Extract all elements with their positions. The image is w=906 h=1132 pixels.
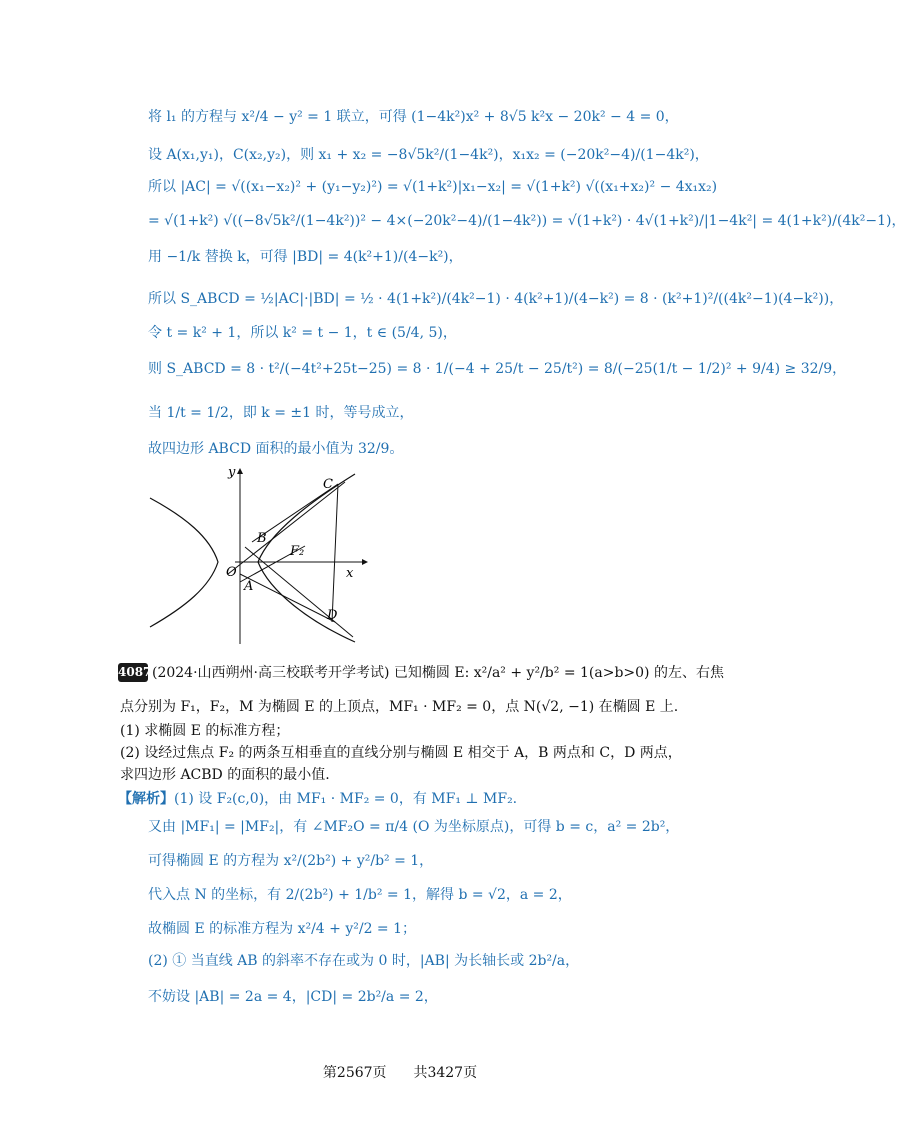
problem-line: (2) 设经过焦点 F₂ 的两条互相垂直的直线分别与椭圆 E 相交于 A，B 两点和 C，D 两点，	[120, 745, 682, 761]
solution-line: = √(1+k²) √((−8√5k²/(1−4k²))² − 4×(−20k²−4)/(1−4k²)) = √(1+k²) · 4√(1+k²)/|1−4k²| = 4(1+k²)/(4k²−1)，	[148, 213, 906, 229]
y-axis-label: y	[228, 465, 236, 480]
problem-line: 求四边形 ACBD 的面积的最小值.	[120, 767, 330, 783]
solution-line: 故四边形 ABCD 面积的最小值为 32/9。	[148, 441, 404, 457]
total-pages: 共3427页	[413, 1065, 478, 1081]
point-f2-label: F₂	[290, 544, 305, 559]
analysis-line: 故椭圆 E 的标准方程为 x²/4 + y²/2 = 1；	[148, 921, 417, 937]
solution-line: 所以 S_ABCD = ½|AC|·|BD| = ½ · 4(1+k²)/(4k²−1) · 4(k²+1)/(4−k²) = 8 · (k²+1)²/((4k²−1)(4−k²))，	[148, 291, 844, 307]
analysis-text: (1) 设 F₂(c,0)，由 MF₁ · MF₂ = 0，有 MF₁ ⊥ MF₂.	[174, 791, 518, 807]
problem-line: 点分别为 F₁，F₂，M 为椭圆 E 的上顶点，MF₁ · MF₂ = 0，点 N(√2, −1) 在椭圆 E 上.	[120, 699, 679, 715]
solution-line: 所以 |AC| = √((x₁−x₂)² + (y₁−y₂)²) = √(1+k²)|x₁−x₂| = √(1+k²) √((x₁+x₂)² − 4x₁x₂)	[148, 179, 718, 195]
analysis-label: 【解析】	[118, 791, 174, 807]
x-axis-label: x	[346, 566, 354, 581]
point-d-label: D	[327, 608, 338, 623]
solution-line: 将 l₁ 的方程与 x²/4 − y² = 1 联立，可得 (1−4k²)x² + 8√5 k²x − 20k² − 4 = 0，	[148, 109, 679, 125]
solution-line: 则 S_ABCD = 8 · t²/(−4t²+25t−25) = 8 · 1/(−4 + 25/t − 25/t²) = 8/(−25(1/t − 1/2)² + 9/4) ≥ 32/9，	[148, 361, 847, 377]
point-a-label: A	[244, 579, 254, 594]
analysis-first-line	[118, 790, 517, 808]
analysis-line: 不妨设 |AB| = 2a = 4，|CD| = 2b²/a = 2，	[148, 989, 438, 1005]
origin-label: O	[226, 565, 237, 580]
analysis-line: 可得椭圆 E 的方程为 x²/(2b²) + y²/b² = 1，	[148, 853, 434, 869]
page-number: 第2567页	[322, 1065, 387, 1081]
solution-line: 令 t = k² + 1，所以 k² = t − 1，t ∈ (5/4, 5)，	[148, 325, 457, 341]
problem-number-badge: 4087	[118, 663, 148, 682]
analysis-line: (2) ① 当直线 AB 的斜率不存在或为 0 时，|AB| 为长轴长或 2b²/a，	[148, 953, 580, 969]
solution-line: 设 A(x₁,y₁)，C(x₂,y₂)，则 x₁ + x₂ = −8√5k²/(1−4k²)，x₁x₂ = (−20k²−4)/(1−4k²)，	[148, 147, 709, 163]
analysis-line: 又由 |MF₁| = |MF₂|，有 ∠MF₂O = π/4 (O 为坐标原点)，可得 b = c，a² = 2b²，	[148, 819, 680, 835]
analysis-line: 代入点 N 的坐标，有 2/(2b²) + 1/b² = 1，解得 b = √2，a = 2，	[148, 887, 572, 903]
solution-line: 当 1/t = 1/2，即 k = ±1 时，等号成立，	[148, 405, 414, 421]
problem-line: (1) 求椭圆 E 的标准方程；	[120, 723, 290, 739]
point-c-label: C	[323, 477, 333, 492]
problem-line: (2024·山西朔州·高三校联考开学考试) 已知椭圆 E: x²/a² + y²/b² = 1(a>b>0) 的左、右焦	[152, 665, 724, 681]
point-b-label: B	[257, 531, 267, 546]
solution-line: 用 −1/k 替换 k，可得 |BD| = 4(k²+1)/(4−k²)，	[148, 249, 463, 265]
page-footer	[0, 1062, 800, 1082]
